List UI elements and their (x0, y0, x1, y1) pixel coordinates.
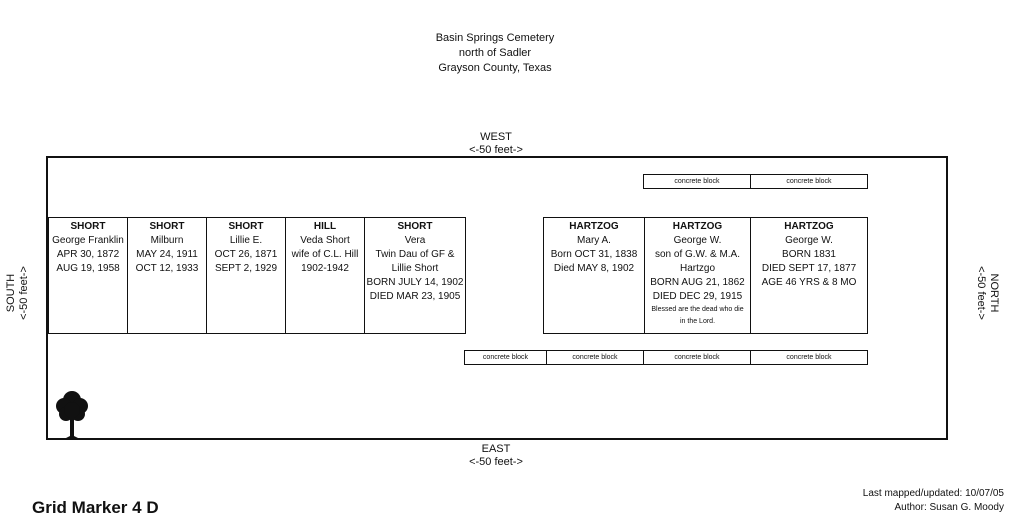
tree-icon (52, 386, 92, 438)
south-distance: <-50 feet-> (18, 266, 30, 320)
grave-line: SEPT 2, 1929 (214, 263, 278, 274)
grave-line: DIED MAR 23, 1905 (369, 291, 461, 302)
grave-plot (750, 217, 868, 334)
west-distance: <-50 feet-> (469, 144, 523, 156)
grave-line: OCT 12, 1933 (135, 263, 199, 274)
grave-surname: HARTZOG (672, 221, 723, 232)
grave-line: BORN JULY 14, 1902 (366, 277, 464, 288)
last-mapped: Last mapped/updated: 10/07/05 (862, 488, 1004, 499)
grave-surname: SHORT (228, 221, 264, 232)
north-distance: <-50 feet-> (975, 266, 987, 320)
concrete-block: concrete block (750, 350, 868, 365)
north-label (974, 253, 1000, 333)
concrete-block: concrete block (643, 350, 751, 365)
grave-line: Milburn (150, 235, 184, 246)
grave-line: AGE 46 YRS & 8 MO (761, 277, 857, 288)
east-label (446, 443, 546, 469)
grave-line: George Franklin (52, 235, 124, 246)
grave-line: Twin Dau of GF & (375, 249, 455, 260)
grave-surname: SHORT (149, 221, 185, 232)
east-direction: EAST (481, 443, 511, 455)
grave-line: Died MAY 8, 1902 (553, 263, 635, 274)
grave-plot (206, 217, 286, 334)
author: Author: Susan G. Moody (894, 502, 1004, 513)
south-label (5, 253, 31, 333)
map-credits (863, 487, 1004, 515)
north-direction: NORTH (988, 273, 1000, 313)
cemetery-county: Grayson County, Texas (438, 62, 552, 74)
east-distance: <-50 feet-> (469, 456, 523, 468)
grave-surname: HILL (313, 221, 337, 232)
grave-line: wife of C.L. Hill (291, 249, 359, 260)
west-label (446, 131, 546, 157)
grave-line: Hartzgo (679, 263, 715, 274)
grave-epitaph: Blessed are the dead who die (651, 306, 744, 313)
grave-plot (285, 217, 365, 334)
south-direction: SOUTH (5, 273, 17, 313)
grave-line: DIED DEC 29, 1915 (652, 291, 743, 302)
grave-line: Lillie E. (229, 235, 263, 246)
grave-line: 1902-1942 (301, 263, 349, 274)
grave-plot (543, 217, 645, 334)
grave-line: APR 30, 1872 (56, 249, 120, 260)
grid-marker: Grid Marker 4 D (32, 498, 159, 517)
grave-surname: HARTZOG (784, 221, 834, 232)
grave-line: son of G.W. & M.A. (654, 249, 741, 260)
grave-line: BORN 1831 (782, 249, 836, 260)
grave-plot (644, 217, 751, 334)
grave-line: AUG 19, 1958 (56, 263, 120, 274)
grave-line: BORN AUG 21, 1862 (650, 277, 745, 288)
concrete-block: concrete block (464, 350, 547, 365)
grave-line: Lillie Short (391, 263, 439, 274)
cemetery-title (380, 31, 610, 76)
grave-line: DIED SEPT 17, 1877 (761, 263, 857, 274)
grave-line: OCT 26, 1871 (214, 249, 278, 260)
cemetery-name: Basin Springs Cemetery (435, 32, 555, 44)
grave-plot (127, 217, 207, 334)
grave-line: Veda Short (300, 235, 350, 246)
cemetery-location: north of Sadler (458, 47, 532, 59)
grave-line: MAY 24, 1911 (136, 249, 198, 260)
grave-line: George W. (673, 235, 722, 246)
grave-line: Vera (404, 235, 426, 246)
concrete-block: concrete block (643, 174, 751, 189)
concrete-block: concrete block (750, 174, 868, 189)
west-direction: WEST (480, 131, 512, 143)
grave-surname: SHORT (397, 221, 433, 232)
grave-plot (364, 217, 466, 334)
concrete-block: concrete block (546, 350, 644, 365)
grave-line: Mary A. (577, 235, 611, 246)
grave-surname: SHORT (70, 221, 106, 232)
grave-epitaph: in the Lord. (679, 318, 716, 325)
grave-line: Born OCT 31, 1838 (550, 249, 638, 260)
grave-surname: HARTZOG (569, 221, 619, 232)
grave-plot (48, 217, 128, 334)
grave-line: George W. (785, 235, 833, 246)
